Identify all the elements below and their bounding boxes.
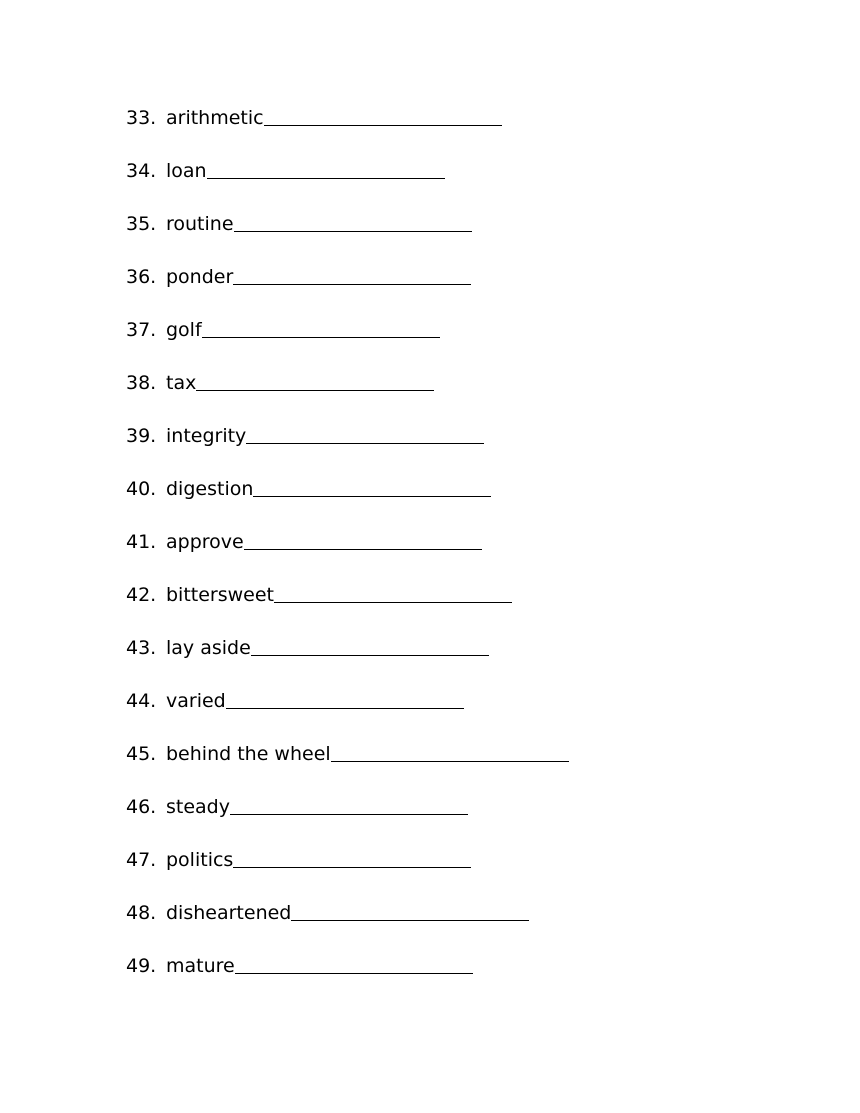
item-number: 35. bbox=[126, 213, 157, 235]
item-number: 34. bbox=[126, 160, 157, 182]
item-term: tax bbox=[166, 372, 197, 394]
item-term: lay aside bbox=[166, 637, 251, 659]
list-item bbox=[126, 211, 569, 264]
item-number: 38. bbox=[126, 372, 157, 394]
item-number: 39. bbox=[126, 425, 157, 447]
item-term: digestion bbox=[166, 478, 254, 500]
item-number: 43. bbox=[126, 637, 157, 659]
list-item bbox=[126, 317, 569, 370]
answer-blank[interactable] bbox=[233, 847, 471, 868]
item-number: 41. bbox=[126, 531, 157, 553]
list-item bbox=[126, 953, 569, 1006]
item-term: loan bbox=[166, 160, 207, 182]
list-item bbox=[126, 529, 569, 582]
answer-blank[interactable] bbox=[251, 635, 489, 656]
item-term: routine bbox=[166, 213, 234, 235]
item-number: 44. bbox=[126, 690, 157, 712]
answer-blank[interactable] bbox=[246, 423, 484, 444]
item-term: disheartened bbox=[166, 902, 292, 924]
item-term: arithmetic bbox=[166, 107, 264, 129]
item-term: steady bbox=[166, 796, 230, 818]
item-term: golf bbox=[166, 319, 202, 341]
item-number: 40. bbox=[126, 478, 157, 500]
item-number: 48. bbox=[126, 902, 157, 924]
item-term: behind the wheel bbox=[166, 743, 331, 765]
list-item bbox=[126, 582, 569, 635]
item-term: mature bbox=[166, 955, 235, 977]
list-item bbox=[126, 900, 569, 953]
list-item bbox=[126, 741, 569, 794]
item-number: 33. bbox=[126, 107, 157, 129]
answer-blank[interactable] bbox=[274, 582, 512, 603]
item-number: 45. bbox=[126, 743, 157, 765]
answer-blank[interactable] bbox=[253, 476, 491, 497]
answer-blank[interactable] bbox=[235, 953, 473, 974]
item-term: politics bbox=[166, 849, 234, 871]
answer-blank[interactable] bbox=[196, 370, 434, 391]
answer-blank[interactable] bbox=[226, 688, 464, 709]
item-number: 47. bbox=[126, 849, 157, 871]
list-item bbox=[126, 688, 569, 741]
item-number: 37. bbox=[126, 319, 157, 341]
answer-blank[interactable] bbox=[234, 211, 472, 232]
answer-blank[interactable] bbox=[291, 900, 529, 921]
item-term: approve bbox=[166, 531, 244, 553]
item-term: bittersweet bbox=[166, 584, 275, 606]
item-number: 36. bbox=[126, 266, 157, 288]
answer-blank[interactable] bbox=[230, 794, 468, 815]
list-item bbox=[126, 264, 569, 317]
answer-blank[interactable] bbox=[331, 741, 569, 762]
list-item bbox=[126, 794, 569, 847]
list-item bbox=[126, 476, 569, 529]
list-item bbox=[126, 105, 569, 158]
list-item bbox=[126, 635, 569, 688]
item-term: varied bbox=[166, 690, 226, 712]
answer-blank[interactable] bbox=[264, 105, 502, 126]
item-number: 42. bbox=[126, 584, 157, 606]
item-term: integrity bbox=[166, 425, 247, 447]
answer-blank[interactable] bbox=[233, 264, 471, 285]
list-item bbox=[126, 158, 569, 211]
list-item bbox=[126, 370, 569, 423]
vocabulary-list bbox=[126, 105, 569, 1006]
item-number: 46. bbox=[126, 796, 157, 818]
item-number: 49. bbox=[126, 955, 157, 977]
list-item bbox=[126, 423, 569, 476]
answer-blank[interactable] bbox=[207, 158, 445, 179]
answer-blank[interactable] bbox=[244, 529, 482, 550]
answer-blank[interactable] bbox=[202, 317, 440, 338]
list-item bbox=[126, 847, 569, 900]
item-term: ponder bbox=[166, 266, 234, 288]
